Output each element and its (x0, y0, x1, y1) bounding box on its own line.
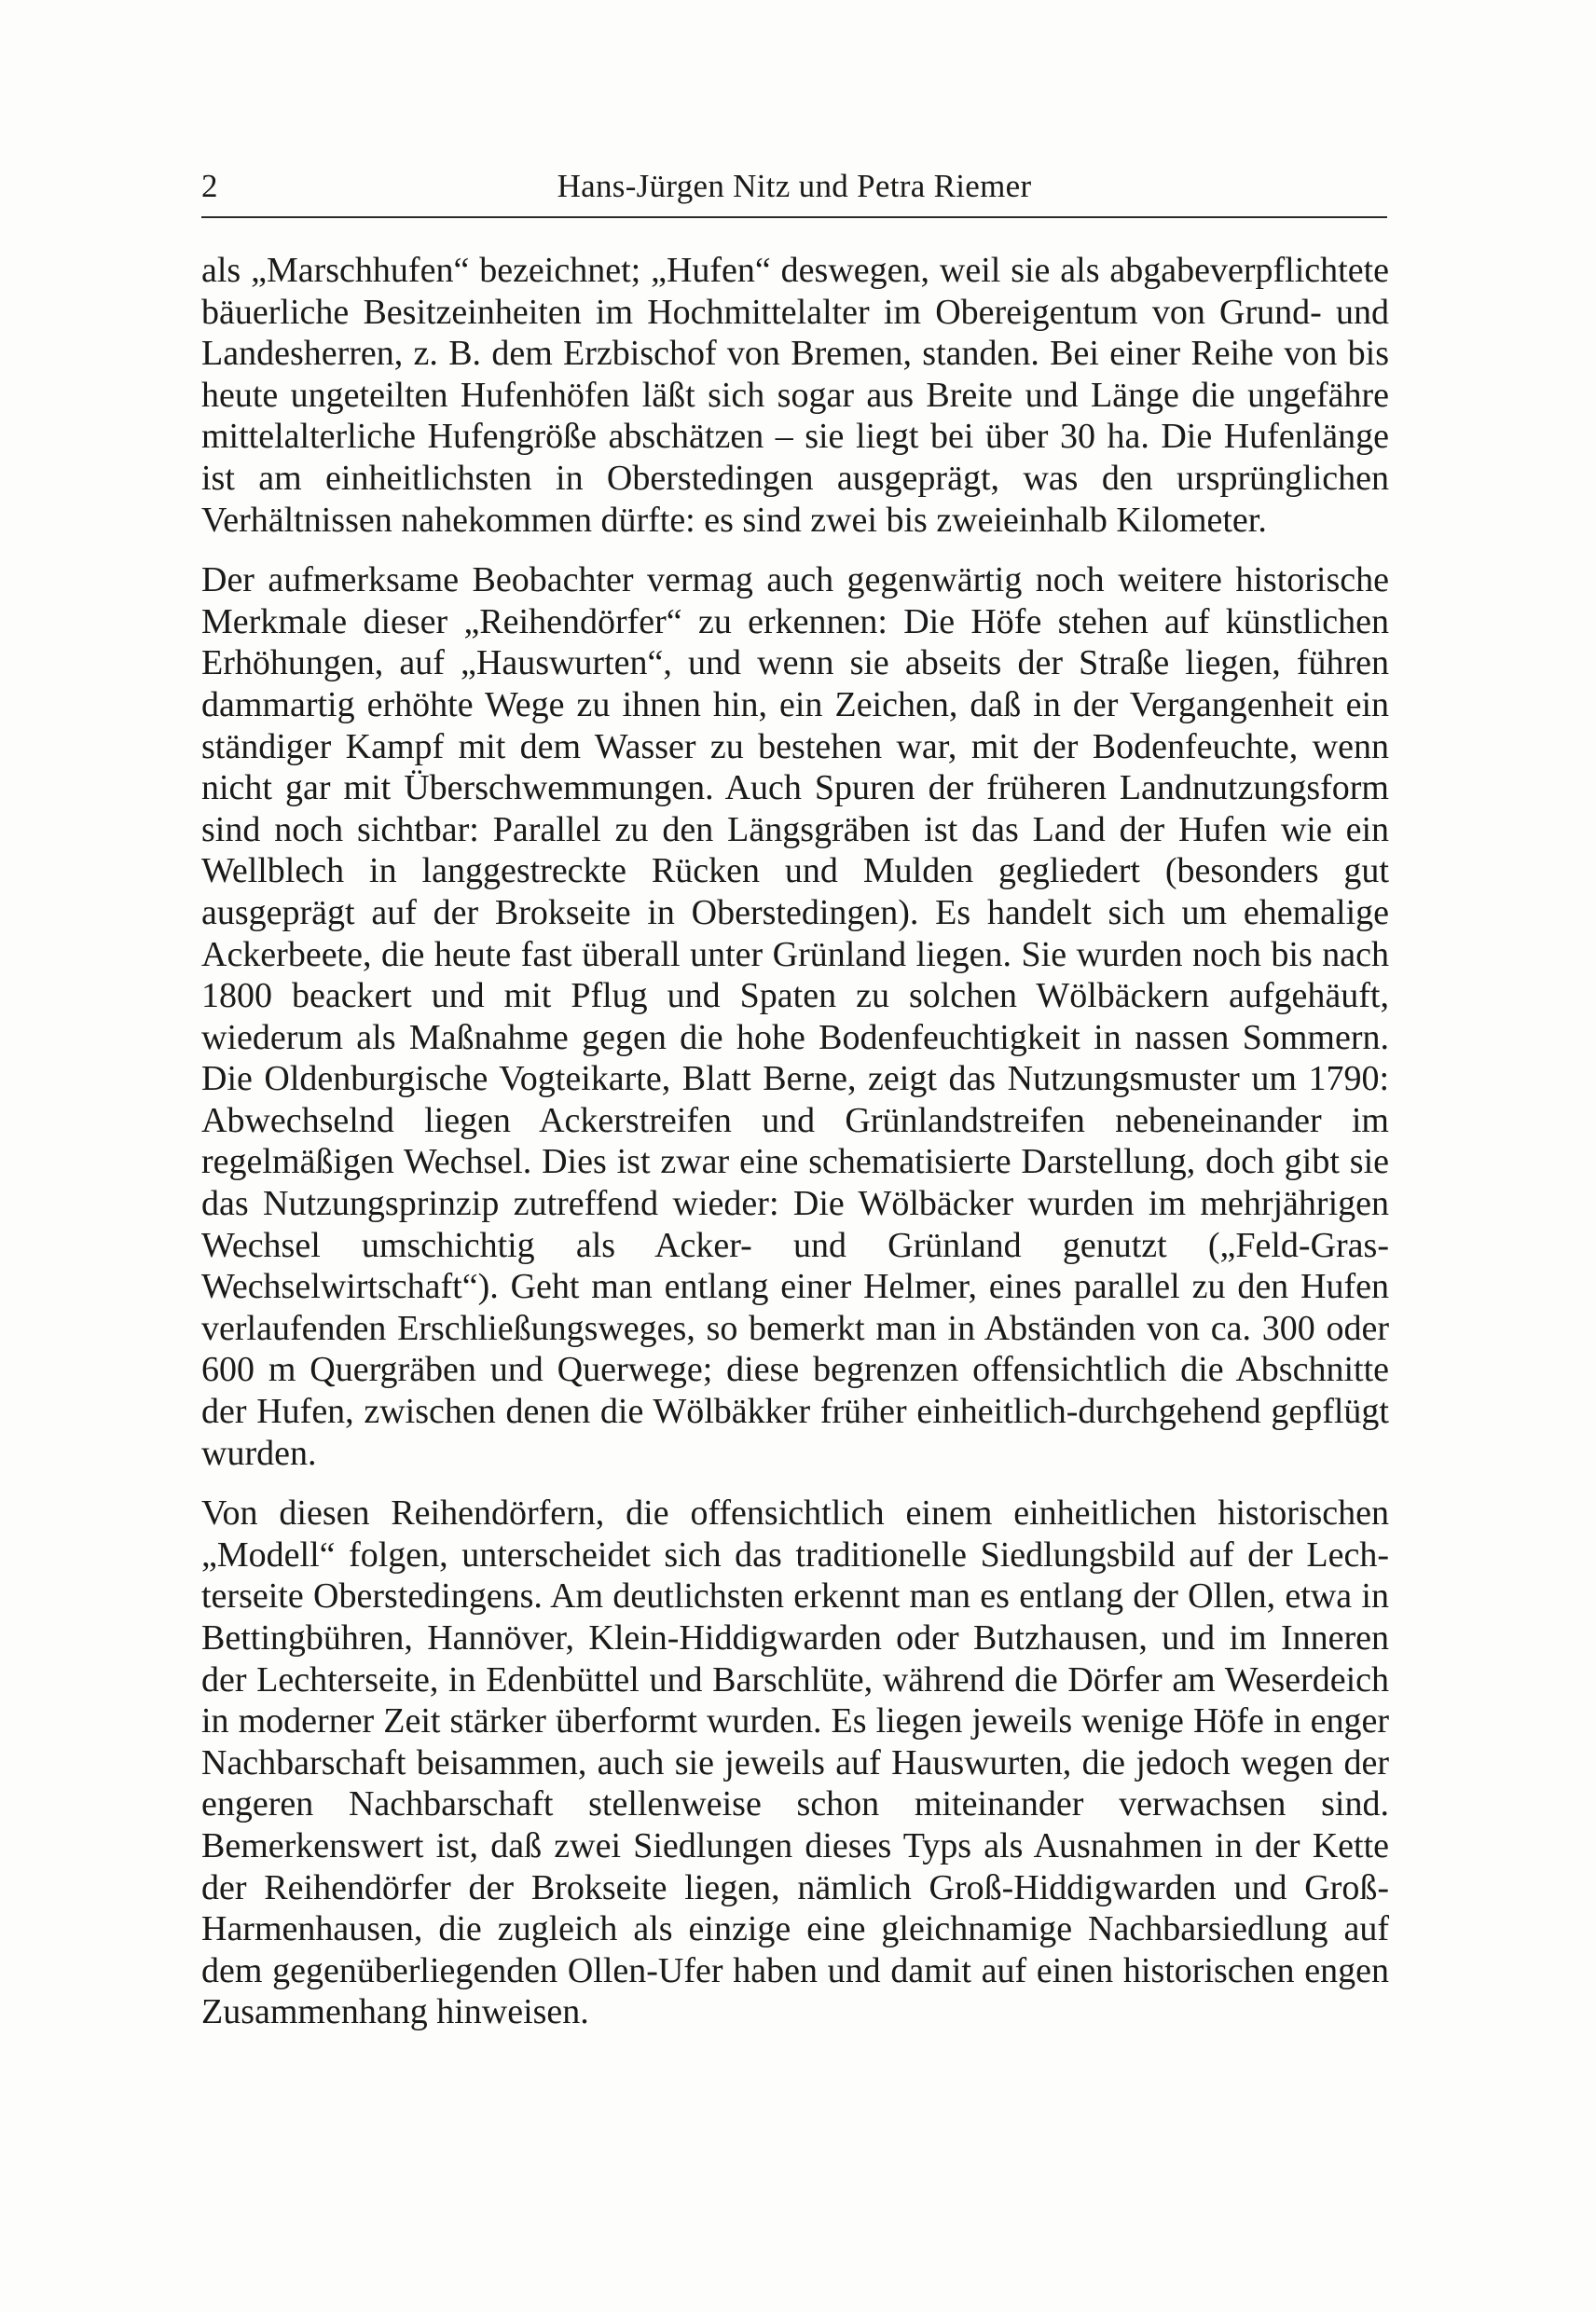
running-title: Hans-Jürgen Nitz und Petra Riemer (557, 168, 1032, 204)
running-head (201, 164, 1387, 209)
paragraph-1: als „Marschhufen“ bezeichnet; „Hufen“ deswegen, weil sie als abgabeverpflichtete bäuerliche Besitzeinheiten im Hochmittelalter im Obereigentum von Grund- und Landesherren, z. B. dem Erzbischof von Bremen, standen. Bei einer Reihe von bis heute ungeteilten Hufenhöfen läßt sich sogar aus Breite und Länge die ungefähre mittelalterliche Hufengröße abschätzen – sie liegt bei über 30 ha. Die Hufenlänge ist am einheitlichsten in Oberstedingen ausgeprägt, was den ursprünglichen Verhältnissen nahekommen dürfte: es sind zwei bis zweieinhalb Kilometer. (201, 251, 1389, 540)
page-number: 2 (201, 168, 218, 204)
body-text (201, 250, 1389, 2033)
header-rule (201, 216, 1387, 218)
paragraph-2: Der aufmerksame Beobachter vermag auch gegenwärtig noch weitere historische Merkmale dieser „Reihendörfer“ zu erkennen: Die Höfe stehen auf künstlichen Erhöhungen, auf „Hauswurten“, und wenn sie abseits der Straße liegen, führen dammartig erhöhte Wege zu ihnen hin, ein Zeichen, daß in der Vergangenheit ein ständiger Kampf mit dem Wasser zu bestehen war, mit der Bodenfeuchte, wenn nicht gar mit Überschwemmungen. Auch Spuren der früheren Landnutzungsform sind noch sichtbar: Parallel zu den Längsgräben ist das Land der Hufen wie ein Wellblech in langgestreckte Rücken und Mulden gegliedert (besonders gut ausgeprägt auf der Brokseite in Oberstedingen). Es handelt sich um ehemalige Ackerbeete, die heute fast überall unter Grünland liegen. Sie wurden noch bis nach 1800 beackert und mit Pflug und Spaten zu solchen Wölbäckern aufgehäuft, wiederum als Maßnahme gegen die hohe Bodenfeuchtigkeit in nassen Sommern. Die Oldenburgische Vogteikarte, Blatt Berne, zeigt das Nutzungsmuster um 1790: Abwechselnd liegen Ackerstreifen und Grünlandstreifen nebeneinander im regelmäßigen Wechsel. Dies ist zwar eine schematisierte Darstellung, doch gibt sie das Nutzungsprinzip zutreffend wieder: Die Wölbäcker wurden im mehrjährigen Wechsel umschichtig als Acker- und Grünland genutzt („Feld-Gras-Wechselwirtschaft“). Geht man entlang einer Helmer, eines parallel zu den Hufen verlaufenden Erschließungsweges, so bemerkt man in Abständen von ca. 300 oder 600 m Quergräben und Querwege; diese begrenzen offensichtlich die Abschnitte der Hufen, zwischen denen die Wölbäkker früher einheitlich-durchgehend gepflügt wurden. (201, 560, 1389, 1473)
paragraph-3: Von diesen Reihendörfern, die offensichtlich einem einheitlichen historischen „Modell“ folgen, unterscheidet sich das traditionelle Siedlungsbild auf der Lechterseite Oberstedingens. Am deutlichsten erkennt man es entlang der Ollen, etwa in Bettingbühren, Hannöver, Klein-Hiddigwarden oder Butzhausen, und im Inneren der Lechterseite, in Edenbüttel und Barschlüte, während die Dörfer am Weserdeich in moderner Zeit stärker überformt wurden. Es liegen jeweils wenige Höfe in enger Nachbarschaft beisammen, auch sie jeweils auf Hauswurten, die jedoch wegen der engeren Nachbarschaft stellenweise schon miteinander verwachsen sind. Bemerkenswert ist, daß zwei Siedlungen dieses Typs als Ausnahmen in der Kette der Reihendörfer der Brokseite liegen, nämlich Groß-Hiddigwarden und Groß-Harmenhausen, die zugleich als einzige eine gleichnamige Nachbarsiedlung auf dem gegenüberliegenden Ollen-Ufer haben und damit auf einen historischen engen Zusammenhang hinweisen. (201, 1493, 1389, 2032)
